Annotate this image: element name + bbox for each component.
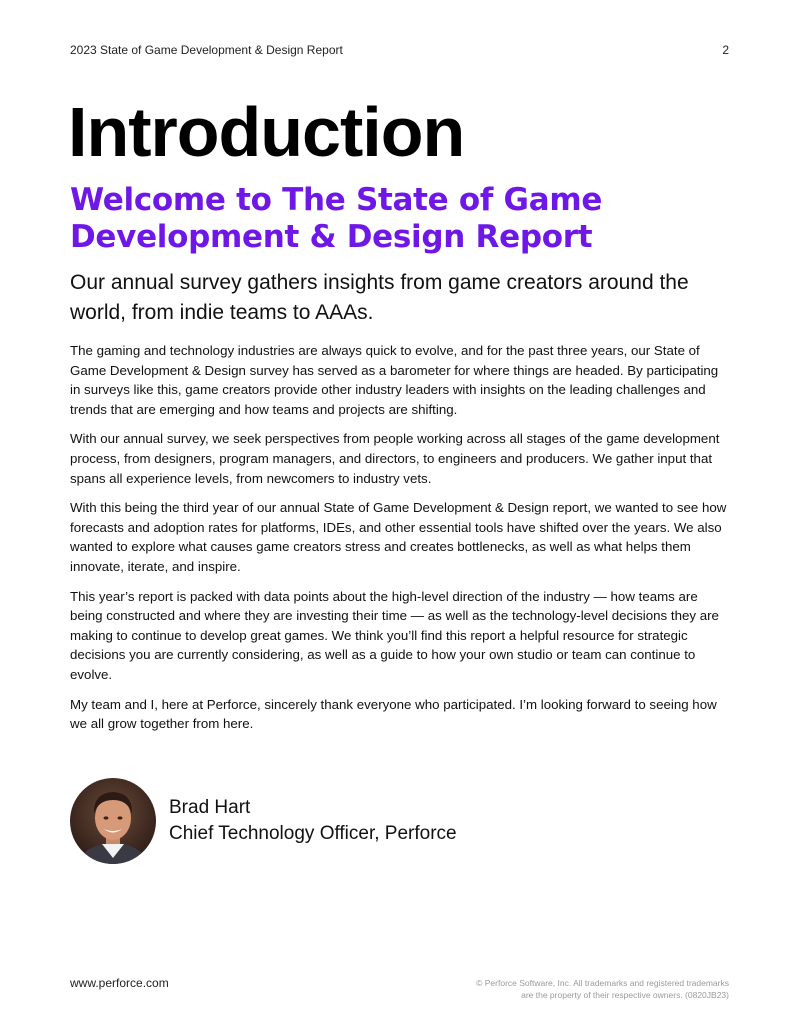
legal-line: are the property of their respective owners. (0820JB23) bbox=[521, 990, 729, 1000]
page-subtitle: Welcome to The State of Game Development & Design Report bbox=[70, 182, 603, 255]
report-title: 2023 State of Game Development & Design Report bbox=[70, 43, 343, 57]
website-link[interactable]: www.perforce.com bbox=[70, 976, 169, 990]
author-signature bbox=[70, 778, 570, 866]
page-number: 2 bbox=[722, 43, 729, 57]
body-paragraph: This year’s report is packed with data points about the high-level direction of the industry — how teams are being constructed and where they are investing their time — as well as the technology-level decisions they are making to continue to develop great games. We think you’ll find this report a helpful resource for strategic decisions you are currently considering, as well as a guide to how your own studio or team can continue to evolve. bbox=[70, 588, 719, 682]
author-photo bbox=[70, 778, 156, 864]
body-paragraph: With our annual survey, we seek perspectives from people working across all stages of the game development process, from designers, program managers, and directors, to engineers and producers. We gather input that spans all experience levels, from newcomers to industry vets. bbox=[70, 431, 720, 486]
page-title: Introduction bbox=[68, 93, 465, 171]
legal-notice bbox=[399, 977, 729, 1001]
body-paragraph: My team and I, here at Perforce, sincerely thank everyone who participated. I’m looking forward to seeing how we all grow together from here. bbox=[70, 696, 717, 732]
body-paragraph: With this being the third year of our annual State of Game Development & Design report, we wanted to see how forecasts and adoption rates for platforms, IDEs, and other essential tools have shifted over the years. We also wanted to explore what causes game creators stress and creates bottlenecks, as well as what helps them innovate, iterate, and inspire. bbox=[70, 500, 727, 574]
author-name: Brad Hart bbox=[169, 797, 251, 818]
lead-paragraph: Our annual survey gathers insights from game creators around the world, from indie teams to AAAs. bbox=[70, 271, 689, 324]
body-text bbox=[70, 341, 730, 744]
legal-line: © Perforce Software, Inc. All trademarks and registered trademarks bbox=[476, 978, 729, 988]
body-paragraph: The gaming and technology industries are always quick to evolve, and for the past three years, our State of Game Development & Design survey has served as a barometer for where things are headed. By participating in surveys like this, game creators provide other industry leaders with insights on the leading challenges and trends that are emerging and how teams and projects are shifting. bbox=[70, 343, 719, 417]
author-role: Chief Technology Officer, Perforce bbox=[169, 823, 457, 844]
